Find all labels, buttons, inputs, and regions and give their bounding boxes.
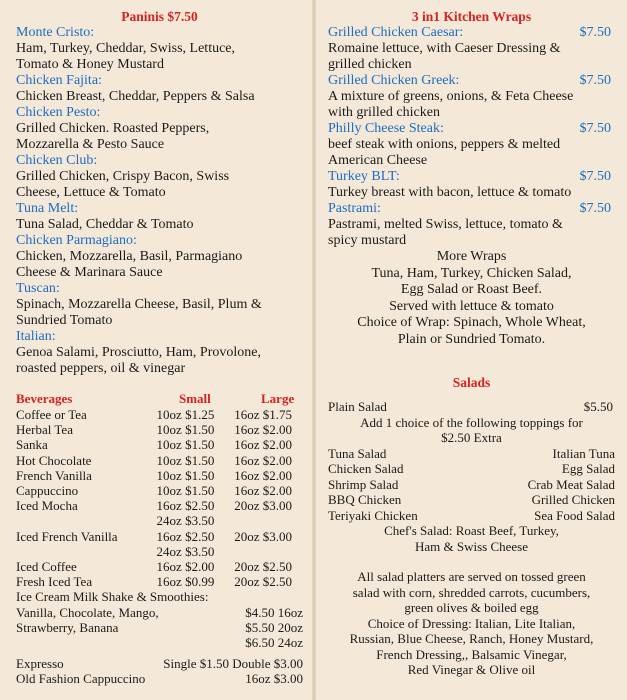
beverage-large-price: 20oz $3.00 bbox=[234, 498, 292, 514]
plain-salad-row bbox=[328, 399, 615, 415]
chefs-salad-line: Ham & Swiss Cheese bbox=[414, 538, 529, 554]
panini-item-desc: Chicken, Mozzarella, Basil, Parmagiano bbox=[16, 249, 243, 264]
beverage-small-price: 16oz $0.99 bbox=[156, 574, 215, 590]
beverage-large-price: 16oz $2.00 bbox=[234, 437, 292, 453]
beverage-row bbox=[16, 574, 303, 589]
panini-item-desc: Chicken Breast, Cheddar, Peppers & Salsa bbox=[16, 89, 255, 104]
wrap-item-header bbox=[328, 201, 615, 217]
beverages-header bbox=[16, 391, 303, 407]
wrap-item-header bbox=[328, 169, 615, 185]
extra-row bbox=[16, 656, 303, 671]
beverage-large-price: 16oz $2.00 bbox=[234, 452, 292, 468]
wrap-item-desc: spicy mustard bbox=[328, 233, 407, 248]
more-wraps-line: Tuna, Ham, Turkey, Chicken Salad, bbox=[371, 265, 572, 281]
extra-price: 16oz $3.00 bbox=[245, 671, 303, 687]
panini-item-name: Chicken Fajita: bbox=[16, 73, 102, 88]
extra-price: Single $1.50 Double $3.00 bbox=[163, 656, 303, 672]
beverages-title: Beverages bbox=[16, 391, 73, 406]
beverage-large-price: 20oz $2.50 bbox=[234, 574, 292, 590]
platters-line: All salad platters are served on tossed green bbox=[357, 569, 586, 584]
shake-name: Vanilla, Chocolate, Mango, bbox=[16, 604, 159, 620]
shake-price: $5.50 20oz bbox=[245, 619, 303, 635]
beverage-name bbox=[16, 513, 157, 528]
topping-left: BBQ Chicken bbox=[328, 492, 402, 507]
wrap-item-desc: with grilled chicken bbox=[328, 105, 440, 120]
more-wraps-line: Served with lettuce & tomato bbox=[389, 298, 554, 314]
beverage-name: Iced French Vanilla bbox=[16, 528, 118, 544]
extra-row bbox=[16, 671, 303, 686]
beverage-large-price: 16oz $1.75 bbox=[234, 407, 292, 422]
beverage-name: French Vanilla bbox=[16, 467, 92, 483]
platters-line: Choice of Dressing: Italian, Lite Italian, bbox=[367, 615, 576, 631]
panini-item-desc: Grilled Chicken. Roasted Peppers, bbox=[16, 121, 210, 136]
panini-item-name: Monte Cristo: bbox=[16, 25, 95, 40]
beverage-large-price: 20oz $2.50 bbox=[234, 559, 292, 575]
beverage-small-price: 16oz $2.50 bbox=[156, 498, 215, 514]
salad-note-line: Add 1 choice of the following toppings for bbox=[360, 414, 583, 430]
panini-item-desc: Spinach, Mozzarella Cheese, Basil, Plum & bbox=[16, 297, 262, 312]
beverage-large-price: 16oz $2.00 bbox=[234, 467, 292, 483]
wrap-item-name: Pastrami: bbox=[328, 201, 381, 216]
plain-salad-price: $5.50 bbox=[583, 399, 613, 414]
wrap-item-name: Grilled Chicken Caesar: bbox=[328, 25, 464, 40]
more-wraps-line: More Wraps bbox=[436, 249, 507, 264]
wrap-item-desc: American Cheese bbox=[328, 153, 428, 168]
beverage-large-price bbox=[234, 544, 303, 559]
beverage-name: Coffee or Tea bbox=[16, 407, 87, 422]
beverage-name: Herbal Tea bbox=[16, 422, 73, 438]
beverage-name: Hot Chocolate bbox=[16, 452, 92, 468]
shake-name: Strawberry, Banana bbox=[16, 619, 119, 635]
panini-item-desc: Genoa Salami, Prosciutto, Ham, Provolone, bbox=[16, 345, 261, 360]
salad-note-line: $2.50 Extra bbox=[441, 430, 502, 445]
platters-line: green olives & boiled egg bbox=[404, 600, 539, 615]
panini-list bbox=[16, 25, 303, 377]
wrap-item-desc: Turkey breast with bacon, lettuce & tomato bbox=[328, 185, 572, 200]
topping-row bbox=[328, 492, 615, 508]
beverage-large-price: 20oz $3.00 bbox=[234, 528, 292, 544]
wrap-item-name: Philly Cheese Steak: bbox=[328, 121, 444, 136]
panini-item-desc: Mozzarella & Pesto Sauce bbox=[16, 137, 165, 152]
panini-item-name: Tuna Melt: bbox=[16, 201, 79, 216]
beverage-small-price: 10oz $1.25 bbox=[156, 407, 215, 422]
beverage-small-price: 16oz $2.50 bbox=[156, 528, 215, 544]
beverage-small-price: 10oz $1.50 bbox=[156, 483, 215, 499]
right-column bbox=[316, 0, 627, 700]
platters-line: Red Vinegar & Olive oil bbox=[407, 662, 536, 677]
extra-name: Expresso bbox=[16, 656, 64, 672]
topping-right: Sea Food Salad bbox=[534, 507, 615, 523]
beverage-row bbox=[16, 437, 303, 452]
topping-list bbox=[328, 446, 615, 524]
topping-left: Tuna Salad bbox=[328, 445, 387, 461]
beverage-row bbox=[16, 498, 303, 513]
wrap-item-header bbox=[328, 73, 615, 89]
platters-line: Russian, Blue Cheese, Ranch, Honey Mustard, bbox=[349, 631, 594, 646]
beverage-row bbox=[16, 513, 303, 528]
panini-item-name: Tuscan: bbox=[16, 281, 60, 296]
panini-item-desc: Cheese, Lettuce & Tomato bbox=[16, 185, 166, 200]
panini-item-name: Italian: bbox=[16, 329, 56, 344]
beverage-name: Sanka bbox=[16, 437, 48, 453]
salad-note bbox=[328, 415, 615, 446]
beverage-row bbox=[16, 529, 303, 544]
extra-list bbox=[16, 656, 303, 686]
beverage-row bbox=[16, 407, 303, 422]
topping-left: Teriyaki Chicken bbox=[328, 507, 418, 523]
shake-row bbox=[16, 635, 303, 650]
salad-platters-info bbox=[328, 569, 615, 678]
wraps-title: 3 in1 Kitchen Wraps bbox=[411, 9, 532, 24]
more-wraps-line: Plain or Sundried Tomato. bbox=[397, 331, 546, 347]
panini-item-desc: Ham, Turkey, Cheddar, Swiss, Lettuce, bbox=[16, 41, 236, 56]
plain-salad-label: Plain Salad bbox=[328, 399, 387, 414]
topping-right: Italian Tuna bbox=[552, 445, 615, 461]
wrap-item-price: $7.50 bbox=[579, 73, 611, 88]
small-label: Small bbox=[179, 391, 211, 406]
beverage-small-price: 10oz $1.50 bbox=[156, 467, 215, 483]
wrap-item-price: $7.50 bbox=[579, 201, 611, 216]
beverage-large-price bbox=[234, 513, 303, 528]
wrap-item-price: $7.50 bbox=[579, 121, 611, 136]
beverage-small-price: 10oz $1.50 bbox=[156, 437, 215, 453]
chefs-salad-line: Chef's Salad: Roast Beef, Turkey, bbox=[384, 523, 559, 538]
shake-row bbox=[16, 620, 303, 635]
beverage-small-price: 16oz $2.00 bbox=[156, 559, 215, 575]
topping-left: Shrimp Salad bbox=[328, 476, 399, 492]
beverage-name bbox=[16, 544, 157, 559]
wrap-item-header bbox=[328, 25, 615, 41]
wrap-item-desc: A mixture of greens, onions, & Feta Cheese bbox=[328, 89, 574, 104]
large-label: Large bbox=[261, 391, 295, 406]
shake-price: $6.50 24oz bbox=[245, 635, 303, 651]
topping-right: Egg Salad bbox=[561, 461, 615, 476]
shake-list bbox=[16, 605, 303, 651]
beverage-small-price: 24oz $3.50 bbox=[156, 513, 215, 529]
panini-item-desc: roasted peppers, oil & vinegar bbox=[16, 361, 186, 376]
wrap-item-header bbox=[328, 121, 615, 137]
chefs-salad bbox=[328, 523, 615, 554]
panini-item-desc: Tomato & Honey Mustard bbox=[16, 57, 164, 72]
beverage-row bbox=[16, 422, 303, 437]
wrap-item-name: Turkey BLT: bbox=[328, 169, 400, 184]
beverage-row bbox=[16, 559, 303, 574]
panini-item-desc: Cheese & Marinara Sauce bbox=[16, 265, 163, 280]
wrap-item-desc: Pastrami, melted Swiss, lettuce, tomato & bbox=[328, 217, 563, 232]
beverage-name: Cappuccino bbox=[16, 483, 79, 499]
left-column bbox=[0, 0, 313, 700]
beverage-row bbox=[16, 453, 303, 468]
panini-item-desc: Tuna Salad, Cheddar & Tomato bbox=[16, 217, 194, 232]
more-wraps-line: Choice of Wrap: Spinach, Whole Wheat, bbox=[357, 315, 586, 330]
shake-row bbox=[16, 605, 303, 620]
panini-item-desc: Sundried Tomato bbox=[16, 313, 113, 328]
panini-item-name: Chicken Pesto: bbox=[16, 105, 101, 120]
shake-price: $4.50 16oz bbox=[245, 604, 303, 620]
topping-left: Chicken Salad bbox=[328, 461, 404, 476]
extra-name: Old Fashion Cappuccino bbox=[16, 671, 146, 687]
panini-title: Paninis $7.50 bbox=[121, 9, 198, 24]
beverage-large-price: 16oz $2.00 bbox=[234, 483, 292, 499]
topping-row bbox=[328, 508, 615, 524]
platters-line: salad with corn, shredded carrots, cucumbers, bbox=[352, 584, 591, 600]
shake-name bbox=[16, 635, 234, 650]
beverage-small-price: 24oz $3.50 bbox=[156, 543, 215, 559]
panini-item-desc: Grilled Chicken, Crispy Bacon, Swiss bbox=[16, 169, 230, 184]
beverage-small-price: 10oz $1.50 bbox=[156, 422, 215, 438]
beverage-name: Fresh Iced Tea bbox=[16, 574, 93, 590]
more-wraps bbox=[328, 249, 615, 348]
platters-line: French Dressing,, Balsamic Vinegar, bbox=[376, 646, 567, 662]
beverage-small-price: 10oz $1.50 bbox=[156, 452, 215, 468]
wrap-item-price: $7.50 bbox=[579, 169, 611, 184]
wrap-item-desc: beef steak with onions, peppers & melted bbox=[328, 137, 561, 152]
topping-right: Crab Meat Salad bbox=[527, 476, 615, 492]
more-wraps-line: Egg Salad or Roast Beef. bbox=[400, 282, 543, 297]
wrap-item-desc: grilled chicken bbox=[328, 57, 412, 72]
wrap-item-desc: Romaine lettuce, with Caeser Dressing & bbox=[328, 41, 561, 56]
topping-row bbox=[328, 461, 615, 477]
salads-title: Salads bbox=[452, 375, 491, 390]
beverage-name: Iced Coffee bbox=[16, 559, 77, 575]
panini-item-name: Chicken Club: bbox=[16, 153, 98, 168]
beverage-row bbox=[16, 483, 303, 498]
beverage-row bbox=[16, 544, 303, 559]
topping-right: Grilled Chicken bbox=[531, 492, 615, 507]
shakes-title: Ice Cream Milk Shake & Smoothies: bbox=[16, 589, 209, 605]
beverage-row bbox=[16, 468, 303, 483]
topping-row bbox=[328, 477, 615, 493]
beverage-name: Iced Mocha bbox=[16, 498, 78, 514]
wrap-item-name: Grilled Chicken Greek: bbox=[328, 73, 460, 88]
panini-item-name: Chicken Parmagiano: bbox=[16, 233, 137, 248]
beverage-large-price: 16oz $2.00 bbox=[234, 422, 292, 438]
wrap-list bbox=[328, 25, 615, 249]
topping-row bbox=[328, 446, 615, 462]
wrap-item-price: $7.50 bbox=[579, 25, 611, 40]
beverage-list bbox=[16, 407, 303, 589]
